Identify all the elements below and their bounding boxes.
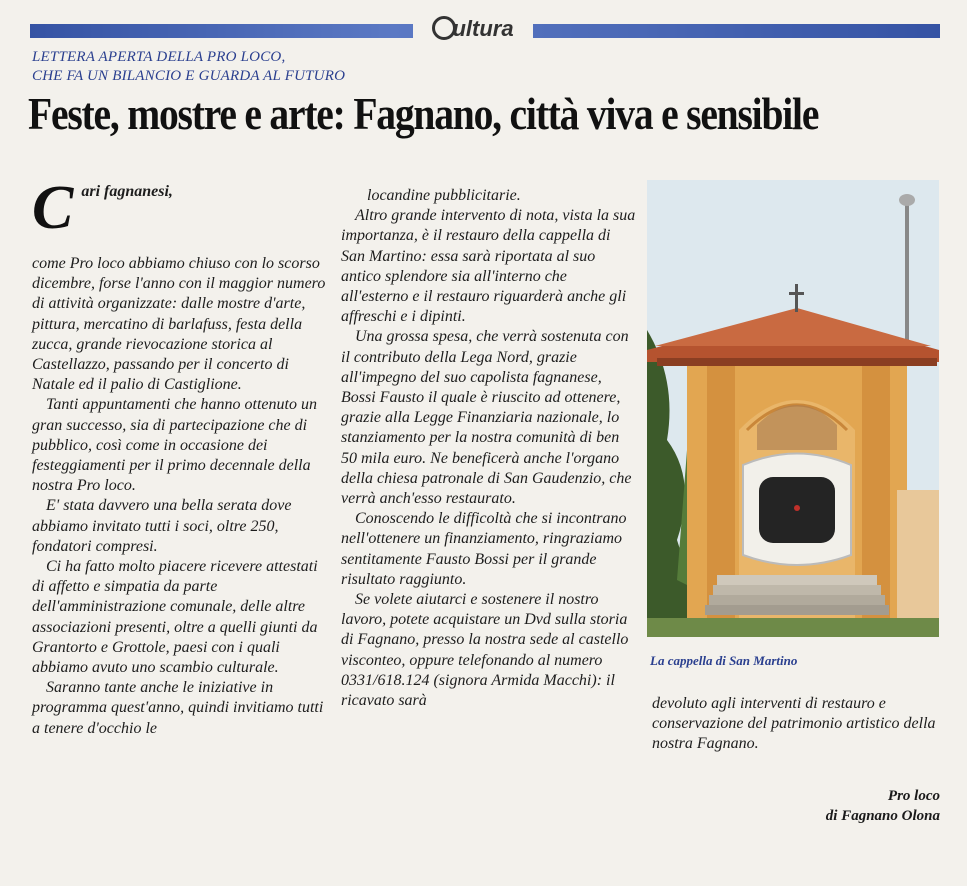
paragraph: Altro grande intervento di nota, vista la sua importanza, è il restauro della cappella di San Martino: essa sarà riportata al suo antico splendore sia all'interno che all'esterno e il restauro riguarderà anche gli affreschi e i dipinti. <box>341 207 636 326</box>
paragraph: locandine pubblicitarie. <box>367 187 521 204</box>
chapel-photo <box>647 180 939 637</box>
paragraph: E' stata davvero una bella serata dove abbiamo invitato tutti i soci, oltre 250, fondatori compresi. <box>32 497 292 555</box>
signature <box>770 786 940 826</box>
paragraph: Ci ha fatto molto piacere ricevere attestati di affetto e simpatia da parte dell'amministrazione comunale, delle altre associazioni presenti, oltre a quelli giunti da Grantorto e Grottole, paesi con i quali abbiamo avuto uno scambio culturale. <box>32 558 318 677</box>
paragraph: Se volete aiutarci e sostenere il nostro lavoro, potete acquistare un Dvd sulla storia di Fagnano, presso la nostra sede al castello visconteo, oppure telefonando al numero 0331/618.124 (signora Armida Macchi): il ricavato sarà <box>341 591 629 710</box>
headline: Feste, mostre e arte: Fagnano, città viva e sensibile <box>28 88 819 139</box>
article-column-2 <box>341 186 636 711</box>
article-column-3 <box>652 694 942 755</box>
paragraph: Tanti appuntamenti che hanno ottenuto un gran successo, sia di partecipazione che di pubblico, così come in occasione dei festeggiamenti per il primo decennale della nostra Pro loco. <box>32 396 317 495</box>
paragraph: devoluto agli interventi di restauro e conservazione del patrimonio artistico della nostra Fagnano. <box>652 695 936 753</box>
salutation: ari fagnanesi, <box>81 183 173 200</box>
kicker-line: CHE FA UN BILANCIO E GUARDA AL FUTURO <box>32 68 346 84</box>
drop-cap: C <box>32 174 74 242</box>
kicker-line: LETTERA APERTA DELLA PRO LOCO, <box>32 49 286 65</box>
section-label: ultura <box>413 12 533 46</box>
paragraph: Conoscendo le difficoltà che si incontrano nell'ottenere un finanziamento, ringraziamo sentitamente Fausto Bossi per il grande risultato raggiunto. <box>341 510 627 588</box>
kicker <box>32 48 345 86</box>
signature-line: di Fagnano Olona <box>825 808 940 824</box>
signature-line: Pro loco <box>887 788 940 804</box>
paragraph: Una grossa spesa, che verrà sostenuta con il contributo della Lega Nord, grazie all'impegno del suo capolista fagnanese, Bossi Fausto il quale è riuscito ad ottenere, grazie alla Legge Finanziaria nazionale, lo stanziamento per la nostra comunità di ben 50 mila euro. Ne beneficerà anche l'organo della chiesa patronale di San Gaudenzio, che verrà anch'esso restaurato. <box>341 328 632 508</box>
article-column-1 <box>32 174 332 739</box>
chapel-illustration <box>647 180 939 637</box>
paragraph: come Pro loco abbiamo chiuso con lo scorso dicembre, forse l'anno con il maggior numero di attività organizzate: dalle mostre d'arte, pittura, mercatino di barlafuss, festa della zucca, grande rievocazione storica al Castellazzo, passando per il concerto di Natale ed il palio di Castiglione. <box>32 255 326 394</box>
paragraph: Saranno tante anche le iniziative in programma quest'anno, quindi invitiamo tutti a tenere d'occhio le <box>32 679 324 737</box>
photo-caption: La cappella di San Martino <box>650 653 798 668</box>
